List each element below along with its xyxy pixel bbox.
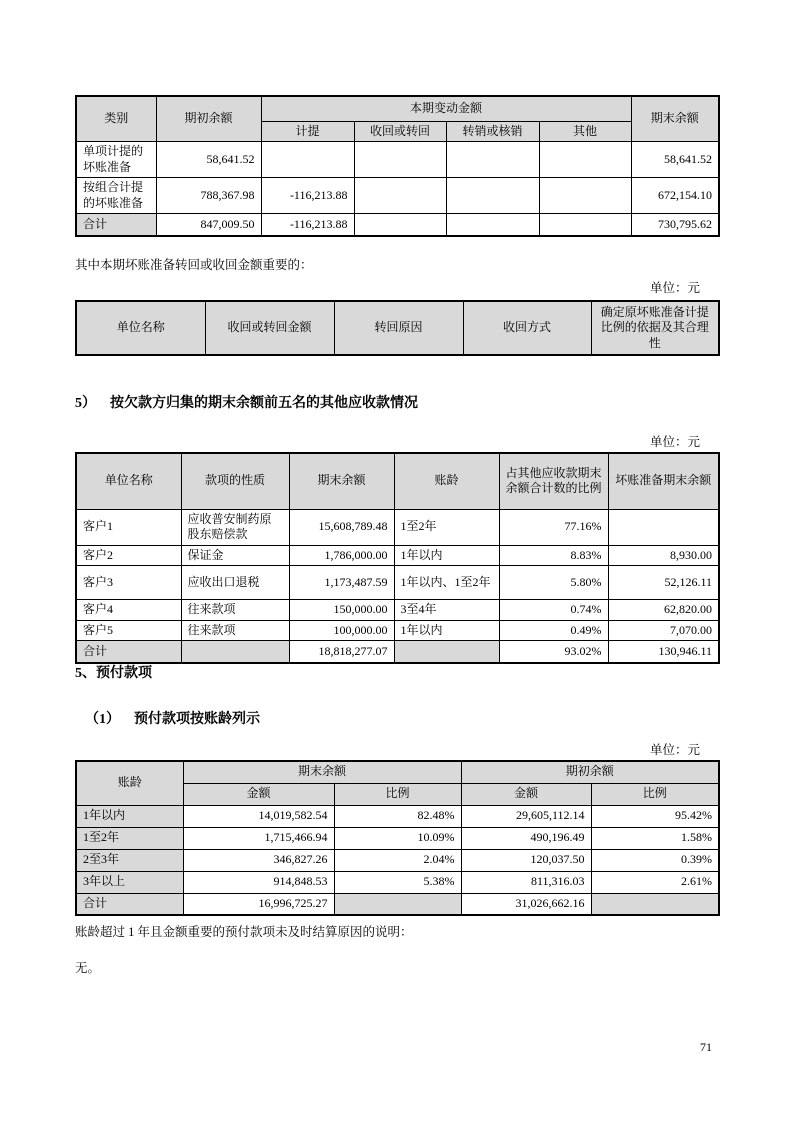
- table-cell: 8.83%: [499, 545, 608, 566]
- table-cell: 31,026,662.16: [461, 893, 591, 915]
- table-cell: [354, 142, 446, 178]
- table-cell: [591, 893, 719, 915]
- table-cell: 0.49%: [499, 620, 608, 641]
- table-cell: 18,818,277.07: [289, 641, 394, 663]
- table-cell: 2.04%: [334, 849, 461, 871]
- table-cell: 0.74%: [499, 600, 608, 621]
- table-cell: 按组合计提的坏账准备: [76, 178, 156, 214]
- table-cell: 120,037.50: [461, 849, 591, 871]
- table-cell: [539, 142, 631, 178]
- table-cell: 10.09%: [334, 827, 461, 849]
- table-cell: 82.48%: [334, 805, 461, 827]
- col-header-closing-amount: 金额: [183, 783, 334, 805]
- col-header-closing-balance: 期末余额: [631, 96, 719, 142]
- table-cell: 0.39%: [591, 849, 719, 871]
- table-row: [76, 871, 719, 893]
- table-row: [76, 545, 719, 566]
- table-cell: 788,367.98: [156, 178, 261, 214]
- section-heading-title: 按欠款方归集的期末余额前五名的其他应收款情况: [110, 396, 418, 411]
- table-cell: 8,930.00: [608, 545, 719, 566]
- table-cell: 150,000.00: [289, 600, 394, 621]
- col-header-opening-amount: 金额: [461, 783, 591, 805]
- table-cell: 2至3年: [76, 849, 183, 871]
- table-cell: 客户3: [76, 566, 181, 600]
- bad-debt-provision-table: [75, 95, 720, 237]
- table-cell: 58,641.52: [631, 142, 719, 178]
- prepayments-aging-table: [75, 760, 720, 916]
- unit-label: 单位：元: [649, 435, 700, 449]
- table-total-row: [76, 893, 719, 915]
- table-cell: 客户4: [76, 600, 181, 621]
- table-total-row: [76, 214, 719, 236]
- col-header-provision: 计提: [261, 121, 354, 142]
- table-cell: [539, 178, 631, 214]
- col-header-entity-name: 单位名称: [76, 453, 181, 509]
- table-cell: [261, 142, 354, 178]
- table-cell: 730,795.62: [631, 214, 719, 236]
- table-row: [76, 509, 719, 545]
- table-total-row: [76, 641, 719, 663]
- col-header-nature: 款项的性质: [181, 453, 289, 509]
- table-cell: 3至4年: [394, 600, 499, 621]
- table-cell: 914,848.53: [183, 871, 334, 893]
- col-header-recovery-amount: 收回或转回金额: [205, 301, 334, 355]
- table-cell: 1年以内: [394, 545, 499, 566]
- col-header-current-change: 本期变动金额: [261, 96, 631, 121]
- table-cell: 52,126.11: [608, 566, 719, 600]
- table-cell: 672,154.10: [631, 178, 719, 214]
- table-cell: -116,213.88: [261, 178, 354, 214]
- table-cell: 95.42%: [591, 805, 719, 827]
- col-header-provision-basis: 确定原坏账准备计提比例的依据及其合理性: [591, 301, 719, 355]
- section-heading-label: 5）: [75, 396, 96, 411]
- table-cell: [181, 641, 289, 663]
- col-header-ratio: 占其他应收款期末余额合计数的比例: [499, 453, 608, 509]
- table-cell: 1,715,466.94: [183, 827, 334, 849]
- recovery-detail-table: [75, 300, 720, 356]
- table-cell: 1,173,487.59: [289, 566, 394, 600]
- col-header-category: 类别: [76, 96, 156, 142]
- table-cell: [539, 214, 631, 236]
- table-row: [76, 142, 719, 178]
- table-cell: 490,196.49: [461, 827, 591, 849]
- col-header-recovery: 收回或转回: [354, 121, 446, 142]
- col-header-closing-balance: 期末余额: [289, 453, 394, 509]
- col-header-aging: 账龄: [76, 761, 183, 805]
- table-cell: [446, 214, 539, 236]
- subsection-heading-prepayments-aging: [75, 708, 718, 728]
- table-row: [76, 620, 719, 641]
- table-cell: 62,820.00: [608, 600, 719, 621]
- prepayment-note-answer: 无。: [75, 961, 101, 975]
- table-row: [76, 178, 719, 214]
- table-row: [76, 566, 719, 600]
- table-cell: 1年以内: [394, 620, 499, 641]
- table-cell: 1年以内: [76, 805, 183, 827]
- col-header-entity-name: 单位名称: [76, 301, 205, 355]
- table-cell: 15,608,789.48: [289, 509, 394, 545]
- col-header-opening-ratio: 比例: [591, 783, 719, 805]
- table-cell: 58,641.52: [156, 142, 261, 178]
- table-cell: 客户5: [76, 620, 181, 641]
- top5-receivables-table: [75, 452, 720, 664]
- prepayment-note-text: 账龄超过 1 年且金额重要的预付款项未及时结算原因的说明：: [75, 925, 413, 939]
- col-header-aging: 账龄: [394, 453, 499, 509]
- table-cell: 100,000.00: [289, 620, 394, 641]
- col-header-other: 其他: [539, 121, 631, 142]
- table-cell: 77.16%: [499, 509, 608, 545]
- table-cell: 单项计提的坏账准备: [76, 142, 156, 178]
- section-heading-prepayments: 5、预付款项: [75, 666, 152, 681]
- col-header-recovery-method: 收回方式: [463, 301, 591, 355]
- page-number: 71: [700, 1040, 712, 1054]
- col-header-writeoff: 转销或核销: [446, 121, 539, 142]
- section-heading-top5: [75, 392, 718, 412]
- table-cell: 14,019,582.54: [183, 805, 334, 827]
- table-cell: 1至2年: [394, 509, 499, 545]
- unit-label: 单位：元: [649, 743, 700, 757]
- table-cell: [446, 178, 539, 214]
- table-row: [76, 805, 719, 827]
- table-cell: 3年以上: [76, 871, 183, 893]
- table-cell: 7,070.00: [608, 620, 719, 641]
- recovery-note-text: 其中本期坏账准备转回或收回金额重要的：: [75, 258, 313, 272]
- subsection-heading-label: （1）: [85, 712, 120, 727]
- table-cell: 应收普安制药原股东赔偿款: [181, 509, 289, 545]
- subsection-heading-title: 预付款项按账龄列示: [134, 712, 260, 727]
- col-header-opening-group: 期初余额: [461, 761, 719, 783]
- col-header-bad-debt: 坏账准备期末余额: [608, 453, 719, 509]
- unit-label: 单位：元: [649, 281, 700, 295]
- col-header-reversal-reason: 转回原因: [334, 301, 463, 355]
- table-row: [76, 827, 719, 849]
- table-cell: [394, 641, 499, 663]
- table-cell: [446, 142, 539, 178]
- table-cell: 1至2年: [76, 827, 183, 849]
- table-cell: 1年以内、1至2年: [394, 566, 499, 600]
- table-cell: 客户2: [76, 545, 181, 566]
- table-cell: 5.38%: [334, 871, 461, 893]
- table-cell: 合计: [76, 893, 183, 915]
- table-cell: 811,316.03: [461, 871, 591, 893]
- table-cell: 往来款项: [181, 600, 289, 621]
- col-header-closing-group: 期末余额: [183, 761, 461, 783]
- table-cell: [354, 214, 446, 236]
- table-cell: 847,009.50: [156, 214, 261, 236]
- table-cell: -116,213.88: [261, 214, 354, 236]
- table-cell: 346,827.26: [183, 849, 334, 871]
- table-cell: 93.02%: [499, 641, 608, 663]
- table-cell: 合计: [76, 214, 156, 236]
- col-header-opening-balance: 期初余额: [156, 96, 261, 142]
- table-cell: 29,605,112.14: [461, 805, 591, 827]
- table-row: [76, 849, 719, 871]
- table-cell: 往来款项: [181, 620, 289, 641]
- table-cell: 130,946.11: [608, 641, 719, 663]
- table-cell: 客户1: [76, 509, 181, 545]
- table-cell: 1.58%: [591, 827, 719, 849]
- table-row: [76, 600, 719, 621]
- table-cell: 1,786,000.00: [289, 545, 394, 566]
- table-cell: 16,996,725.27: [183, 893, 334, 915]
- table-cell: [334, 893, 461, 915]
- table-cell: 2.61%: [591, 871, 719, 893]
- table-cell: 合计: [76, 641, 181, 663]
- table-cell: 应收出口退税: [181, 566, 289, 600]
- table-cell: [354, 178, 446, 214]
- table-cell: [608, 509, 719, 545]
- table-cell: 保证金: [181, 545, 289, 566]
- col-header-closing-ratio: 比例: [334, 783, 461, 805]
- table-cell: 5.80%: [499, 566, 608, 600]
